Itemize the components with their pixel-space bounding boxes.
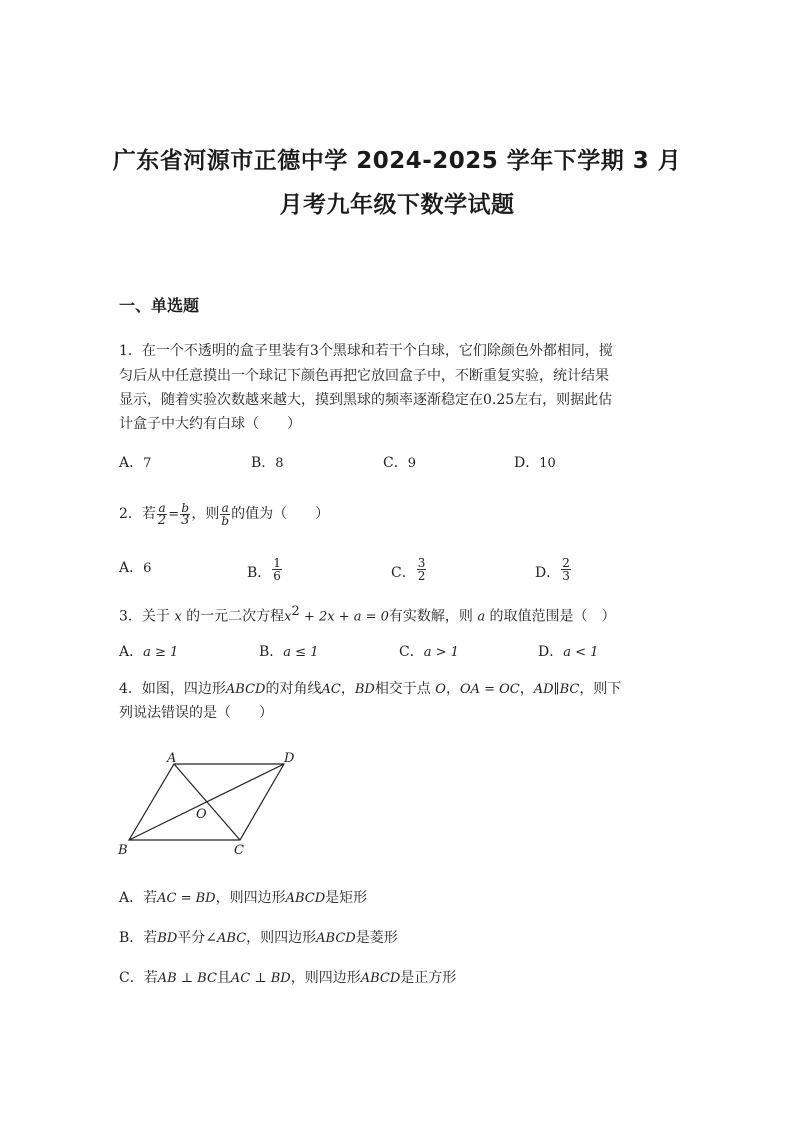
option-value: 10 [539, 456, 556, 471]
q4-text: 相交于点 [374, 681, 436, 697]
q2-option-a[interactable] [119, 557, 151, 577]
parallelogram-figure [112, 745, 312, 860]
option-shape: ABCD [360, 971, 401, 986]
option-shape: ABCD [316, 931, 356, 946]
option-letter: B． [247, 565, 272, 581]
option-cond: AB ⊥ BC [157, 971, 217, 986]
option-shape: ABCD [285, 891, 326, 906]
q3-eq: x [284, 609, 292, 625]
q4-text: ， [519, 681, 534, 697]
q4-bd: BD [354, 682, 375, 697]
option-cond: BD [157, 931, 178, 946]
option-letter: A． [119, 455, 144, 471]
option-fraction: $\frac{1}{6}$ [273, 556, 281, 583]
q4-option-a[interactable] [119, 886, 367, 911]
option-letter: A． [119, 644, 144, 660]
q3-mid2: 有实数解，则 [388, 608, 478, 625]
q2-equals: = [168, 507, 180, 522]
option-letter: D． [538, 644, 564, 660]
question-4-line2: 列说法错误的是（ ） [119, 705, 273, 721]
q3-exp: 2 [291, 604, 300, 619]
q4-abcd: ABCD [225, 682, 266, 697]
question-1-line: 计盒子中大约有白球（ ） [119, 416, 301, 432]
option-value: a ≤ 1 [283, 645, 319, 660]
option-text: 是菱形 [355, 930, 398, 946]
option-text: 是正方形 [400, 970, 457, 986]
option-value: a < 1 [563, 645, 599, 660]
option-text: 是矩形 [325, 890, 368, 906]
option-text: 且 [216, 970, 231, 986]
q2-suffix: 的值为（ ） [231, 506, 330, 522]
option-fraction: $\frac{2}{3}$ [562, 556, 570, 583]
q2-fraction-b3: $\frac{b}{3}$ [181, 500, 190, 528]
q2-option-b[interactable] [247, 548, 283, 582]
option-letter: B． [251, 455, 276, 471]
option-text: ，则四边形 [246, 930, 317, 946]
q4-o: O [435, 682, 446, 697]
question-1-line: 匀后从中任意摸出一个球记下颜色再把它放回盒子中，不断重复实验，统计结果 [119, 368, 609, 384]
q4-ac: AC [321, 682, 341, 697]
label-a: A [167, 751, 177, 766]
option-text: 平分∠ [177, 930, 218, 946]
q2-prefix: 2．若 [119, 506, 156, 522]
question-3-stem [119, 600, 616, 630]
option-letter: C．若 [119, 970, 158, 986]
q3-suffix: 的取值范围是（ ） [485, 608, 616, 625]
q3-var-a: a [477, 609, 486, 625]
q3-option-c[interactable] [399, 641, 459, 661]
option-value: 9 [407, 456, 416, 471]
q4-option-b[interactable] [119, 926, 398, 951]
option-letter: B． [259, 644, 284, 660]
q3-mid: 的一元二次方程 [181, 608, 285, 625]
option-text: ，则四边形 [215, 890, 286, 906]
q1-option-a[interactable] [119, 452, 151, 472]
label-c: C [234, 843, 244, 858]
section-heading: 一、单选题 [119, 296, 200, 315]
option-text: ，则四边形 [290, 970, 361, 986]
q3-prefix: 3．关于 [119, 608, 175, 625]
label-d: D [284, 751, 295, 766]
option-cond: AC = BD [157, 891, 216, 906]
option-fraction: $\frac{3}{2}$ [417, 556, 426, 583]
label-b: B [118, 843, 128, 858]
q4-adbc: AD∥BC [533, 682, 580, 697]
option-value: 7 [143, 456, 152, 471]
q2-option-c[interactable] [391, 548, 427, 582]
q3-eq-rest: + 2x + a = 0 [299, 609, 389, 625]
q3-option-b[interactable] [259, 641, 318, 661]
q4-option-c[interactable] [119, 966, 456, 991]
option-letter: C． [399, 644, 424, 660]
q2-fraction-a2: $\frac{a}{2}$ [157, 500, 167, 528]
q4-oaoc: OA = OC [459, 682, 520, 697]
option-value: 8 [275, 456, 284, 471]
option-letter: B．若 [119, 930, 158, 946]
question-1-line: 1．在一个不透明的盒子里装有3个黑球和若干个白球，它们除颜色外都相同，搅 [119, 343, 613, 359]
option-letter: A． [119, 560, 144, 576]
page-title-line1: 广东省河源市正德中学 2024-2025 学年下学期 3 月 [112, 148, 682, 174]
option-letter: D． [514, 455, 540, 471]
q4-text: ， [340, 681, 355, 697]
page-title-line2: 月考九年级下数学试题 [279, 192, 515, 218]
option-letter: D． [535, 565, 561, 581]
q2-option-d[interactable] [535, 548, 572, 582]
q4-text: 的对角线 [265, 681, 322, 697]
option-letter: C． [391, 565, 416, 581]
option-value: a > 1 [423, 645, 459, 660]
option-cond: AC ⊥ BD [230, 971, 291, 986]
option-value: 6 [143, 561, 152, 576]
q3-var-x: x [174, 609, 182, 625]
q1-option-c[interactable] [383, 452, 416, 472]
question-4-line1 [119, 677, 621, 702]
q2-mid: ，则 [191, 506, 220, 522]
q4-text: 4．如图，四边形 [119, 681, 226, 697]
diagonal-bd [129, 764, 284, 840]
q4-text: ， [445, 681, 460, 697]
question-2-stem [119, 496, 329, 533]
q3-option-a[interactable] [119, 641, 178, 661]
option-value: a ≥ 1 [143, 645, 179, 660]
q3-option-d[interactable] [538, 641, 598, 661]
q1-option-d[interactable] [514, 452, 556, 472]
q2-fraction-ab: $\frac{a}{b}$ [221, 500, 230, 528]
q1-option-b[interactable] [251, 452, 284, 472]
option-letter: A．若 [119, 890, 158, 906]
option-letter: C． [383, 455, 408, 471]
question-1-line: 显示，随着实验次数越来越大，摸到黑球的频率逐渐稳定在0.25左右，则据此估 [119, 392, 613, 408]
q4-text: ，则下 [579, 681, 622, 697]
option-cond: ABC [217, 931, 247, 946]
label-o: O [196, 807, 207, 822]
